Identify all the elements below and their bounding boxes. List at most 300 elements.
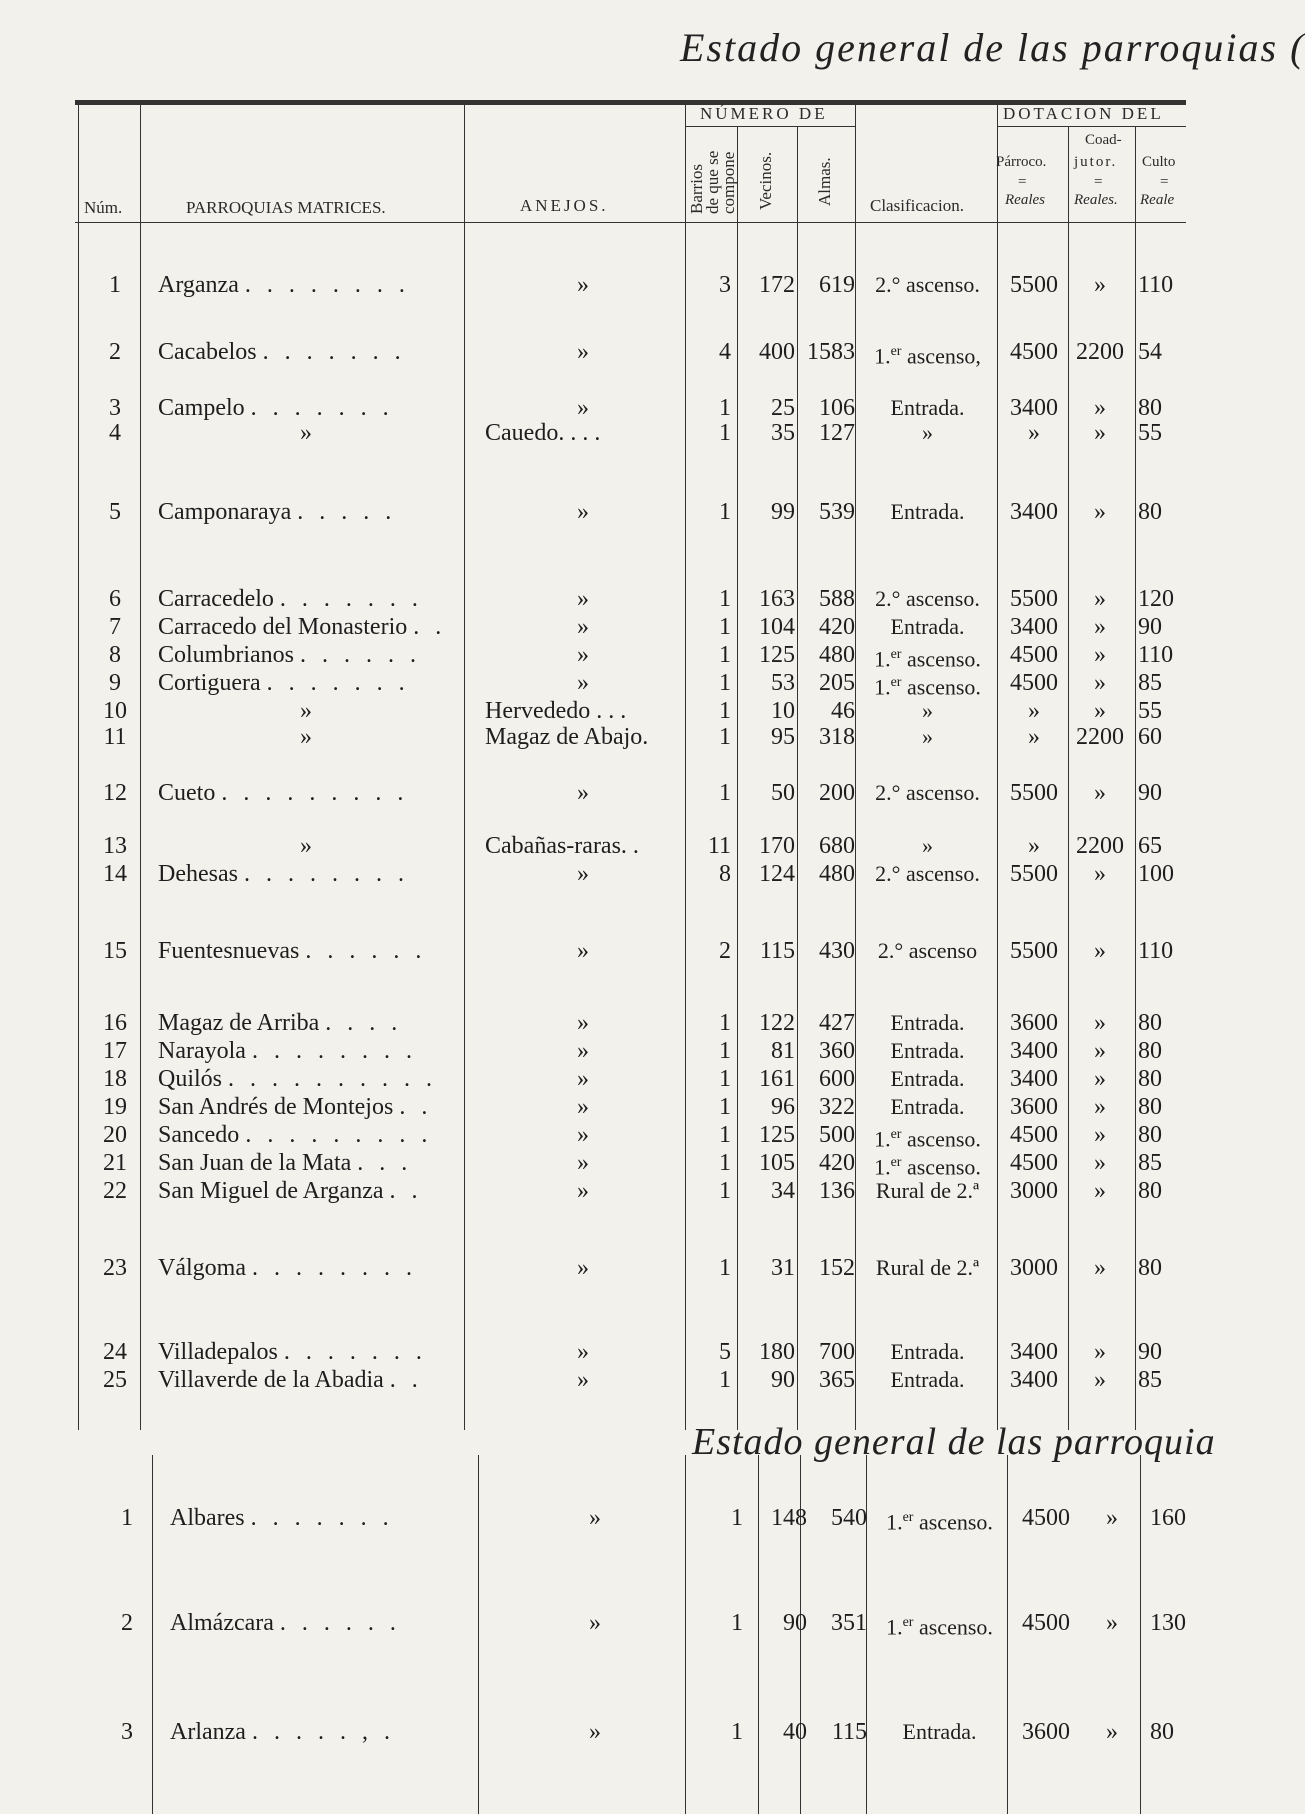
row-number: 1: [121, 1505, 133, 1531]
coadjutor-value: »: [1094, 272, 1106, 298]
culto-value: 100: [1138, 861, 1174, 887]
barrios-value: 1: [719, 395, 731, 421]
parroco-value: 4500: [1010, 642, 1058, 668]
parroquia-cell: [158, 1092, 458, 1122]
parroquia-name: Carracedelo: [158, 586, 274, 612]
anejo-ditto: »: [577, 1010, 589, 1036]
leader-dots: . . . . . . .: [283, 1339, 427, 1365]
coadjutor-value: »: [1094, 1094, 1106, 1120]
table-row: [0, 722, 1186, 752]
culto-value: 85: [1138, 670, 1162, 696]
clasificacion-value: 1.$^{er}$ ascenso.: [886, 1509, 993, 1535]
culto-value: 60: [1138, 724, 1162, 750]
header-reales-3: Reale: [1140, 192, 1175, 208]
leader-dots: . . . . . .: [300, 642, 421, 668]
parroquia-cell: [158, 640, 458, 670]
clasificacion-value: 2.° ascenso.: [875, 861, 980, 886]
leader-dots: . .: [389, 1178, 423, 1204]
parroco-value: »: [1028, 724, 1040, 750]
parroquia-cell: [158, 1036, 458, 1066]
culto-value: 80: [1150, 1719, 1174, 1745]
table-row: [0, 1036, 1186, 1066]
parroco-value: 4500: [1022, 1505, 1070, 1531]
row-number: 23: [103, 1255, 127, 1281]
row-number: 3: [109, 395, 121, 421]
barrios-value: 1: [731, 1505, 743, 1531]
vecinos-value: 95: [771, 724, 795, 750]
parroquia-cell: [158, 337, 458, 367]
clasificacion-value: »: [922, 833, 933, 858]
barrios-value: 1: [719, 670, 731, 696]
vecinos-value: 104: [759, 614, 795, 640]
row-number: 14: [103, 861, 127, 887]
parroquia-cell: [170, 1717, 470, 1747]
almas-value: 152: [819, 1255, 855, 1281]
almas-value: 420: [819, 614, 855, 640]
header-clasificacion: Clasificacion.: [870, 196, 964, 215]
leader-dots: . . . . . . . .: [244, 272, 410, 298]
parroco-value: 3400: [1010, 1038, 1058, 1064]
parroquia-cell: [158, 778, 458, 808]
coadjutor-value: »: [1094, 670, 1106, 696]
vecinos-value: 40: [783, 1719, 807, 1745]
parroquia-name: Camponaraya: [158, 499, 292, 525]
parroquia-cell: [158, 1253, 458, 1283]
parroco-value: 3000: [1010, 1178, 1058, 1204]
parroco-value: 3600: [1010, 1094, 1058, 1120]
anejo-ditto: »: [577, 499, 589, 525]
vecinos-value: 163: [759, 586, 795, 612]
vecinos-value: 170: [759, 833, 795, 859]
clasificacion-value: Entrada.: [890, 1367, 965, 1392]
parroquia-cell: [158, 1064, 458, 1094]
culto-value: 90: [1138, 780, 1162, 806]
parroco-value: 3400: [1010, 499, 1058, 525]
vecinos-value: 148: [771, 1505, 807, 1531]
barrios-value: 1: [719, 586, 731, 612]
table-row: [0, 1008, 1186, 1038]
vecinos-value: 25: [771, 395, 795, 421]
almas-value: 600: [819, 1066, 855, 1092]
culto-value: 80: [1138, 1094, 1162, 1120]
coadjutor-value: »: [1094, 1339, 1106, 1365]
coadjutor-value: »: [1094, 1122, 1106, 1148]
coadjutor-value: »: [1094, 1066, 1106, 1092]
anejo-name: Cauedo. . . .: [485, 420, 601, 446]
vecinos-value: 53: [771, 670, 795, 696]
parroquia-ditto: »: [300, 724, 312, 750]
header-anejos: ANEJOS.: [520, 196, 609, 215]
parroquia-name: Fuentesnuevas: [158, 938, 300, 964]
parroco-value: 4500: [1022, 1610, 1070, 1636]
coadjutor-value: »: [1094, 1178, 1106, 1204]
parroco-value: 4500: [1010, 339, 1058, 365]
parroquia-name: Cortiguera: [158, 670, 261, 696]
row-number: 22: [103, 1178, 127, 1204]
leader-dots: . . . .: [325, 1010, 403, 1036]
culto-value: 80: [1138, 1038, 1162, 1064]
row-number: 15: [103, 938, 127, 964]
culto-value: 80: [1138, 1178, 1162, 1204]
anejo-ditto: »: [589, 1610, 601, 1636]
clasificacion-value: Entrada.: [890, 1094, 965, 1119]
barrios-value: 1: [719, 1066, 731, 1092]
parroquia-cell: [158, 859, 458, 889]
barrios-value: 1: [719, 1255, 731, 1281]
clasificacion-value: 2.° ascenso.: [875, 780, 980, 805]
vecinos-value: 161: [759, 1066, 795, 1092]
anejo-ditto: »: [577, 642, 589, 668]
anejo-ditto: »: [577, 780, 589, 806]
coadjutor-value: »: [1094, 780, 1106, 806]
parroquia-cell: [158, 584, 458, 614]
header-barrios-l3: compone: [719, 151, 738, 214]
clasificacion-value: 1.$^{er}$ ascenso.: [874, 1154, 981, 1180]
parroquia-ditto: »: [300, 420, 312, 446]
anejo-name: Hervededo . . .: [485, 698, 627, 724]
row-number: 11: [103, 724, 127, 750]
clasificacion-value: Entrada.: [890, 1038, 965, 1063]
almas-value: 322: [819, 1094, 855, 1120]
parroquia-name: Cueto: [158, 780, 216, 806]
row-number: 2: [109, 339, 121, 365]
vecinos-value: 90: [783, 1610, 807, 1636]
anejo-ditto: »: [577, 938, 589, 964]
clasificacion-value: 2.° ascenso: [877, 938, 978, 963]
leader-dots: . . . . . . . . .: [221, 780, 409, 806]
table-title: Estado general de las parroquias (: [680, 25, 1305, 70]
table-row: [0, 778, 1186, 808]
table-row: [0, 640, 1186, 670]
row-number: 10: [103, 698, 127, 724]
row-number: 8: [109, 642, 121, 668]
clasificacion-value: 2.° ascenso.: [875, 586, 980, 611]
almas-value: 1583: [807, 339, 855, 365]
leader-dots: . .: [389, 1367, 423, 1393]
anejo-ditto: »: [577, 395, 589, 421]
row-number: 13: [103, 833, 127, 859]
table-row: [0, 612, 1186, 642]
parroco-value: 3400: [1010, 1367, 1058, 1393]
header-culto: Culto: [1142, 154, 1176, 170]
numero-de-rule: [685, 126, 855, 127]
culto-value: 110: [1138, 938, 1174, 964]
row-number: 21: [103, 1150, 127, 1176]
clasificacion-value: Entrada.: [890, 395, 965, 420]
table-row: [0, 1253, 1186, 1283]
almas-value: 318: [819, 724, 855, 750]
parroquia-name: Columbrianos: [158, 642, 294, 668]
vecinos-value: 115: [759, 938, 795, 964]
anejo-ditto: »: [577, 1066, 589, 1092]
parroco-value: 3600: [1022, 1719, 1070, 1745]
barrios-value: 1: [719, 1150, 731, 1176]
vecinos-value: 96: [771, 1094, 795, 1120]
vecinos-value: 90: [771, 1367, 795, 1393]
barrios-value: 2: [719, 938, 731, 964]
leader-dots: . . . . . .: [305, 938, 427, 964]
parroquia-name: Dehesas: [158, 861, 238, 887]
parroquia-cell: [158, 668, 458, 698]
barrios-value: 1: [719, 780, 731, 806]
header-numero-de: NÚMERO DE: [700, 104, 828, 123]
almas-value: 500: [819, 1122, 855, 1148]
table-row: [0, 1176, 1186, 1206]
almas-value: 430: [819, 938, 855, 964]
parroco-value: 5500: [1010, 272, 1058, 298]
anejo-ditto: »: [577, 614, 589, 640]
row-number: 2: [121, 1610, 133, 1636]
leader-dots: . .: [399, 1094, 433, 1120]
vecinos-value: 31: [771, 1255, 795, 1281]
parroco-value: »: [1028, 420, 1040, 446]
leader-dots: . . . . .: [297, 499, 397, 525]
leader-dots: . . . . . . . .: [251, 1038, 417, 1064]
parroquia-name: Cacabelos: [158, 339, 257, 365]
leader-dots: . . . . . . . . . .: [228, 1066, 438, 1092]
anejo-ditto: »: [577, 1038, 589, 1064]
almas-value: 200: [819, 780, 855, 806]
row-number: 6: [109, 586, 121, 612]
clasificacion-value: »: [922, 724, 933, 749]
coadjutor-value: »: [1094, 938, 1106, 964]
culto-value: 80: [1138, 395, 1162, 421]
table-row: [0, 831, 1186, 861]
coadjutor-value: »: [1094, 586, 1106, 612]
vecinos-value: 125: [759, 1122, 795, 1148]
clasificacion-value: 1.$^{er}$ ascenso.: [874, 674, 981, 700]
parroquia-name: Almázcara: [170, 1610, 274, 1636]
leader-dots: . . . . . . . .: [251, 1255, 417, 1281]
row-number: 18: [103, 1066, 127, 1092]
culto-value: 80: [1138, 1255, 1162, 1281]
anejo-ditto: »: [589, 1505, 601, 1531]
barrios-value: 1: [719, 1178, 731, 1204]
parroquia-cell: [158, 1120, 458, 1150]
culto-value: 85: [1138, 1150, 1162, 1176]
almas-value: 700: [819, 1339, 855, 1365]
clasificacion-value: Entrada.: [890, 614, 965, 639]
almas-value: 205: [819, 670, 855, 696]
table-row: [0, 936, 1186, 966]
table-row: [12, 1717, 1198, 1747]
almas-value: 619: [819, 272, 855, 298]
vecinos-value: 10: [771, 698, 795, 724]
row-number: 17: [103, 1038, 127, 1064]
anejo-ditto: »: [577, 1339, 589, 1365]
header-parroco: Párroco.: [996, 154, 1047, 170]
almas-value: 588: [819, 586, 855, 612]
almas-value: 46: [831, 698, 855, 724]
coadjutor-value: »: [1094, 499, 1106, 525]
culto-value: 85: [1138, 1367, 1162, 1393]
parroquia-ditto: »: [300, 698, 312, 724]
header-eq2: =: [1094, 174, 1103, 190]
culto-value: 160: [1150, 1505, 1186, 1531]
header-almas: Almas.: [815, 157, 834, 206]
parroquia-name: Quilós: [158, 1066, 223, 1092]
coadjutor-value: »: [1094, 1255, 1106, 1281]
almas-value: 115: [831, 1719, 867, 1745]
parroquia-name: San Juan de la Mata: [158, 1150, 352, 1176]
leader-dots: . . . . . . . . .: [245, 1122, 433, 1148]
row-number: 4: [109, 420, 121, 446]
anejo-ditto: »: [577, 339, 589, 365]
almas-value: 360: [819, 1038, 855, 1064]
vecinos-value: 124: [759, 861, 795, 887]
vecinos-value: 180: [759, 1339, 795, 1365]
vecinos-value: 400: [759, 339, 795, 365]
table-row: [0, 1148, 1186, 1178]
row-number: 19: [103, 1094, 127, 1120]
barrios-value: 1: [719, 1122, 731, 1148]
culto-value: 90: [1138, 614, 1162, 640]
vecinos-value: 105: [759, 1150, 795, 1176]
parroquia-cell: [158, 1337, 458, 1367]
parroquia-cell: [158, 270, 458, 300]
anejo-ditto: »: [577, 1255, 589, 1281]
parroquia-name: Válgoma: [158, 1255, 246, 1281]
parroquia-name: Arganza: [158, 272, 239, 298]
barrios-value: 5: [719, 1339, 731, 1365]
vecinos-value: 125: [759, 642, 795, 668]
coadjutor-value: »: [1106, 1719, 1118, 1745]
clasificacion-value: Rural de 2.ª: [875, 1255, 980, 1280]
coadjutor-value: »: [1106, 1610, 1118, 1636]
table-row: [0, 337, 1186, 367]
barrios-value: 1: [719, 1038, 731, 1064]
row-number: 12: [103, 780, 127, 806]
anejo-ditto: »: [577, 1094, 589, 1120]
anejo-ditto: »: [577, 1367, 589, 1393]
anejo-ditto: »: [577, 670, 589, 696]
header-num: Núm.: [84, 198, 123, 217]
parroco-value: 3600: [1010, 1010, 1058, 1036]
table-row: [0, 497, 1186, 527]
coadjutor-value: »: [1094, 1038, 1106, 1064]
anejo-ditto: »: [577, 1122, 589, 1148]
leader-dots: . . . . . . .: [279, 586, 423, 612]
parroco-value: 4500: [1010, 670, 1058, 696]
barrios-value: 11: [707, 833, 731, 859]
coadjutor-value: »: [1094, 395, 1106, 421]
header-barrios-l2: de que se: [703, 150, 722, 214]
anejo-ditto: »: [577, 1150, 589, 1176]
clasificacion-value: Entrada.: [890, 1339, 965, 1364]
clasificacion-value: Rural de 2.ª: [875, 1178, 980, 1203]
parroquia-cell: [170, 1503, 470, 1533]
table-row: [0, 859, 1186, 889]
barrios-value: 1: [719, 642, 731, 668]
table-title-2: Estado general de las parroquia: [692, 1421, 1216, 1463]
coadjutor-value: 2200: [1076, 339, 1124, 365]
almas-value: 365: [819, 1367, 855, 1393]
leader-dots: . .: [413, 614, 447, 640]
coadjutor-value: »: [1094, 420, 1106, 446]
header-eq3: =: [1160, 174, 1169, 190]
row-number: 1: [109, 272, 121, 298]
culto-value: 80: [1138, 1122, 1162, 1148]
table-row: [0, 418, 1186, 448]
parroco-value: 4500: [1010, 1150, 1058, 1176]
coadjutor-value: »: [1094, 1010, 1106, 1036]
parroco-value: 3400: [1010, 395, 1058, 421]
parroquia-name: Arlanza: [170, 1719, 246, 1745]
table-row: [0, 1365, 1186, 1395]
parroquia-name: San Andrés de Montejos: [158, 1094, 394, 1120]
table-row: [0, 668, 1186, 698]
parroquia-name: Sancedo: [158, 1122, 240, 1148]
almas-value: 106: [819, 395, 855, 421]
parroquia-name: Magaz de Arriba: [158, 1010, 320, 1036]
barrios-value: 1: [719, 1367, 731, 1393]
parroco-value: 4500: [1010, 1122, 1058, 1148]
parroquia-cell: [158, 1008, 458, 1038]
barrios-value: 1: [731, 1719, 743, 1745]
clasificacion-value: Entrada.: [902, 1719, 977, 1744]
vecinos-value: 50: [771, 780, 795, 806]
culto-value: 65: [1138, 833, 1162, 859]
parroco-value: 3400: [1010, 1066, 1058, 1092]
almas-value: 420: [819, 1150, 855, 1176]
coadjutor-value: »: [1094, 861, 1106, 887]
culto-value: 80: [1138, 1066, 1162, 1092]
culto-value: 55: [1138, 420, 1162, 446]
leader-dots: . . . . . .: [279, 1610, 401, 1636]
parroquia-ditto: »: [300, 833, 312, 859]
parroco-value: 5500: [1010, 861, 1058, 887]
almas-value: 680: [819, 833, 855, 859]
barrios-value: 8: [719, 861, 731, 887]
header-dotacion: DOTACION DEL: [1003, 104, 1164, 123]
clasificacion-value: 1.$^{er}$ ascenso.: [886, 1614, 993, 1640]
table-row: [12, 1608, 1198, 1638]
parroquia-name: Villadepalos: [158, 1339, 278, 1365]
vecinos-value: 172: [759, 272, 795, 298]
anejo-ditto: »: [589, 1719, 601, 1745]
almas-value: 127: [819, 420, 855, 446]
clasificacion-value: Entrada.: [890, 1066, 965, 1091]
almas-value: 539: [819, 499, 855, 525]
dotacion-rule: [997, 126, 1186, 127]
leader-dots: . . . . . . . .: [243, 861, 409, 887]
coadjutor-value: »: [1094, 614, 1106, 640]
almas-value: 136: [819, 1178, 855, 1204]
table-row: [0, 1120, 1186, 1150]
row-number: 7: [109, 614, 121, 640]
culto-value: 110: [1138, 272, 1174, 298]
culto-value: 110: [1138, 642, 1174, 668]
coadjutor-value: »: [1094, 642, 1106, 668]
parroco-value: 5500: [1010, 780, 1058, 806]
parroco-value: 3400: [1010, 614, 1058, 640]
table-row: [12, 1503, 1198, 1533]
parroquia-cell: [158, 612, 458, 642]
clasificacion-value: Entrada.: [890, 1010, 965, 1035]
header-reales-1: Reales: [1005, 192, 1045, 208]
vecinos-value: 99: [771, 499, 795, 525]
barrios-value: 1: [719, 1010, 731, 1036]
parroquia-cell: [158, 1365, 458, 1395]
table-row: [0, 1337, 1186, 1367]
header-barrios-l1: Barrios: [687, 163, 706, 214]
header-bottom-rule: [75, 222, 1186, 223]
header-parroquias: PARROQUIAS MATRICES.: [186, 198, 386, 217]
culto-value: 80: [1138, 1010, 1162, 1036]
header-coadjutor-l1: Coad-: [1085, 132, 1122, 148]
anejo-ditto: »: [577, 586, 589, 612]
parroquia-name: San Miguel de Arganza: [158, 1178, 384, 1204]
